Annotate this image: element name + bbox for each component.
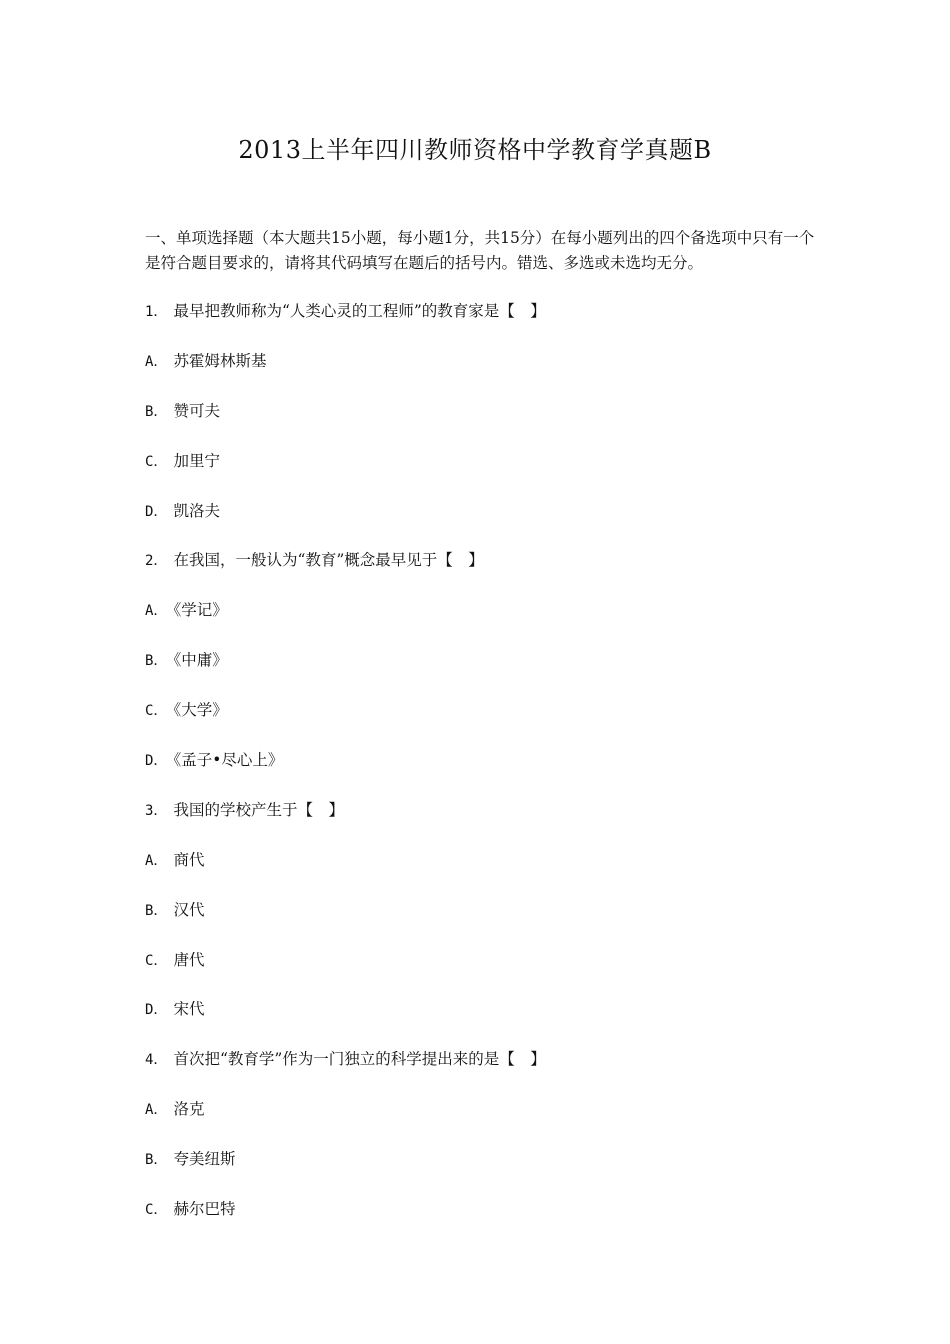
question-text: 首次把“教育学”作为一门独立的科学提出来的是【 】	[173, 1050, 546, 1069]
option-letter: D．	[145, 503, 168, 520]
option-letter: C．	[145, 952, 168, 969]
question-text: 在我国，一般认为“教育”概念最早见于【 】	[173, 551, 484, 570]
option-text: 唐代	[173, 950, 205, 969]
option-letter: B．	[145, 403, 168, 420]
option-text: 加里宁	[173, 451, 220, 470]
option-letter: A．	[145, 603, 168, 620]
answer-option	[145, 498, 815, 548]
option-letter: C．	[145, 703, 168, 720]
answer-option	[145, 1096, 815, 1146]
section-instructions: 一、单项选择题（本大题共15小题，每小题1分，共15分）在每小题列出的四个备选项中只有一个是符合题目要求的，请将其代码填写在题后的括号内。错选、多选或未选均无分。	[145, 229, 815, 272]
answer-option	[145, 847, 815, 897]
option-text: 《孟子•尽心上》	[173, 751, 284, 770]
option-letter: C．	[145, 1202, 168, 1219]
question-text: 我国的学校产生于【 】	[173, 800, 344, 819]
question-stem	[145, 1046, 815, 1096]
answer-option	[145, 747, 815, 797]
option-text: 《大学》	[173, 701, 228, 720]
answer-option	[145, 897, 815, 947]
answer-option	[145, 996, 815, 1046]
answer-option	[145, 647, 815, 697]
option-text: 凯洛夫	[173, 501, 220, 520]
question-stem	[145, 298, 815, 348]
option-text: 夸美纽斯	[173, 1150, 236, 1169]
option-text: 苏霍姆林斯基	[173, 351, 267, 370]
option-text: 赞可夫	[173, 401, 220, 420]
option-text: 《学记》	[173, 601, 228, 620]
option-text: 商代	[173, 850, 205, 869]
question-number: 1．	[145, 304, 168, 320]
question-number: 3．	[145, 802, 168, 819]
answer-option	[145, 1196, 815, 1246]
answer-option	[145, 1146, 815, 1196]
option-text: 洛克	[173, 1100, 205, 1119]
option-letter: B．	[145, 653, 168, 670]
answer-option	[145, 947, 815, 997]
option-letter: B．	[145, 902, 168, 919]
option-letter: D．	[145, 753, 168, 770]
option-text: 《中庸》	[173, 651, 228, 670]
question-number: 4．	[145, 1052, 168, 1069]
document-title: 2013上半年四川教师资格中学教育学真题B	[238, 136, 712, 164]
answer-option	[145, 398, 815, 448]
question-text: 最早把教师称为“人类心灵的工程师”的教育家是【 】	[173, 302, 546, 320]
answer-option	[145, 697, 815, 747]
option-letter: B．	[145, 1152, 168, 1169]
answer-option	[145, 348, 815, 398]
question-stem	[145, 797, 815, 847]
question-list	[145, 298, 815, 1246]
option-letter: A．	[145, 852, 168, 869]
answer-option	[145, 448, 815, 498]
answer-option	[145, 597, 815, 647]
option-text: 赫尔巴特	[173, 1200, 236, 1219]
question-stem	[145, 547, 815, 597]
option-text: 宋代	[173, 1000, 205, 1019]
option-letter: C．	[145, 453, 168, 470]
question-number: 2．	[145, 553, 168, 570]
option-letter: A．	[145, 353, 168, 370]
option-text: 汉代	[173, 900, 205, 919]
option-letter: A．	[145, 1102, 168, 1119]
option-letter: D．	[145, 1002, 168, 1019]
